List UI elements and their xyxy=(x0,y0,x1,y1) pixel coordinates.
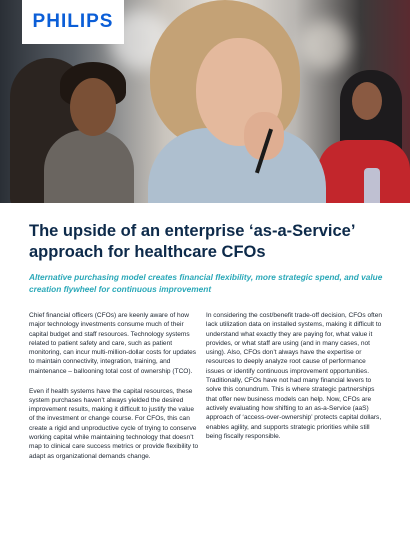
body-column-right xyxy=(206,311,382,452)
paragraph: Chief financial officers (CFOs) are keenly aware of how major technology investments consume much of their capital budget and staff resources. Technology systems related to patient safety and care, such as patient monitoring, can incur multi-million-dollar costs for updates to maintain connectivity, integration, training, and maintenance – ballooning total cost of ownership (TCO). xyxy=(29,312,197,375)
brand-logo xyxy=(22,0,124,44)
page-subtitle: Alternative purchasing model creates financial flexibility, more strategic spend, and value creation flywheel for continuous improvement xyxy=(29,272,383,294)
body-column-left xyxy=(29,311,199,471)
page-title: The upside of an enterprise ‘as-a-Service’ approach for healthcare CFOs xyxy=(29,222,355,261)
paragraph: Even if health systems have the capital resources, these system purchases haven’t always yielded the desired improvement results, making it difficult to justify the value of the investment or change course. For CFOs, this can create a rigid and unproductive cycle of trying to conserve working capital while maintaining technology that doesn’t map to clinical care success metrics or provide flexibility to adapt as organizational demands change. xyxy=(29,387,199,460)
paragraph: In considering the cost/benefit trade-off decision, CFOs often lack utilization data on installed systems, making it difficult to understand what exactly they are paying for, what value it provides, or what staff are using (and in many cases, not using). Also, CFOs don’t always have the expertise or resources to deeply analyze root cause of performance issues or identify continuous improvement opportunities. Traditionally, CFOs have not had many financial levers to solve this conundrum. This is where strategic partnerships that offer new business models can help. Now, CFOs are actively evaluating how shifting to an as-a-Service (aaS) approach of ‘access-over-ownership’ protects capital dollars, enables agility, and supports strategic priorities while still being fiscally responsible. xyxy=(206,312,383,440)
water-bottle xyxy=(364,168,380,203)
logo-text: PHILIPS xyxy=(32,11,114,32)
